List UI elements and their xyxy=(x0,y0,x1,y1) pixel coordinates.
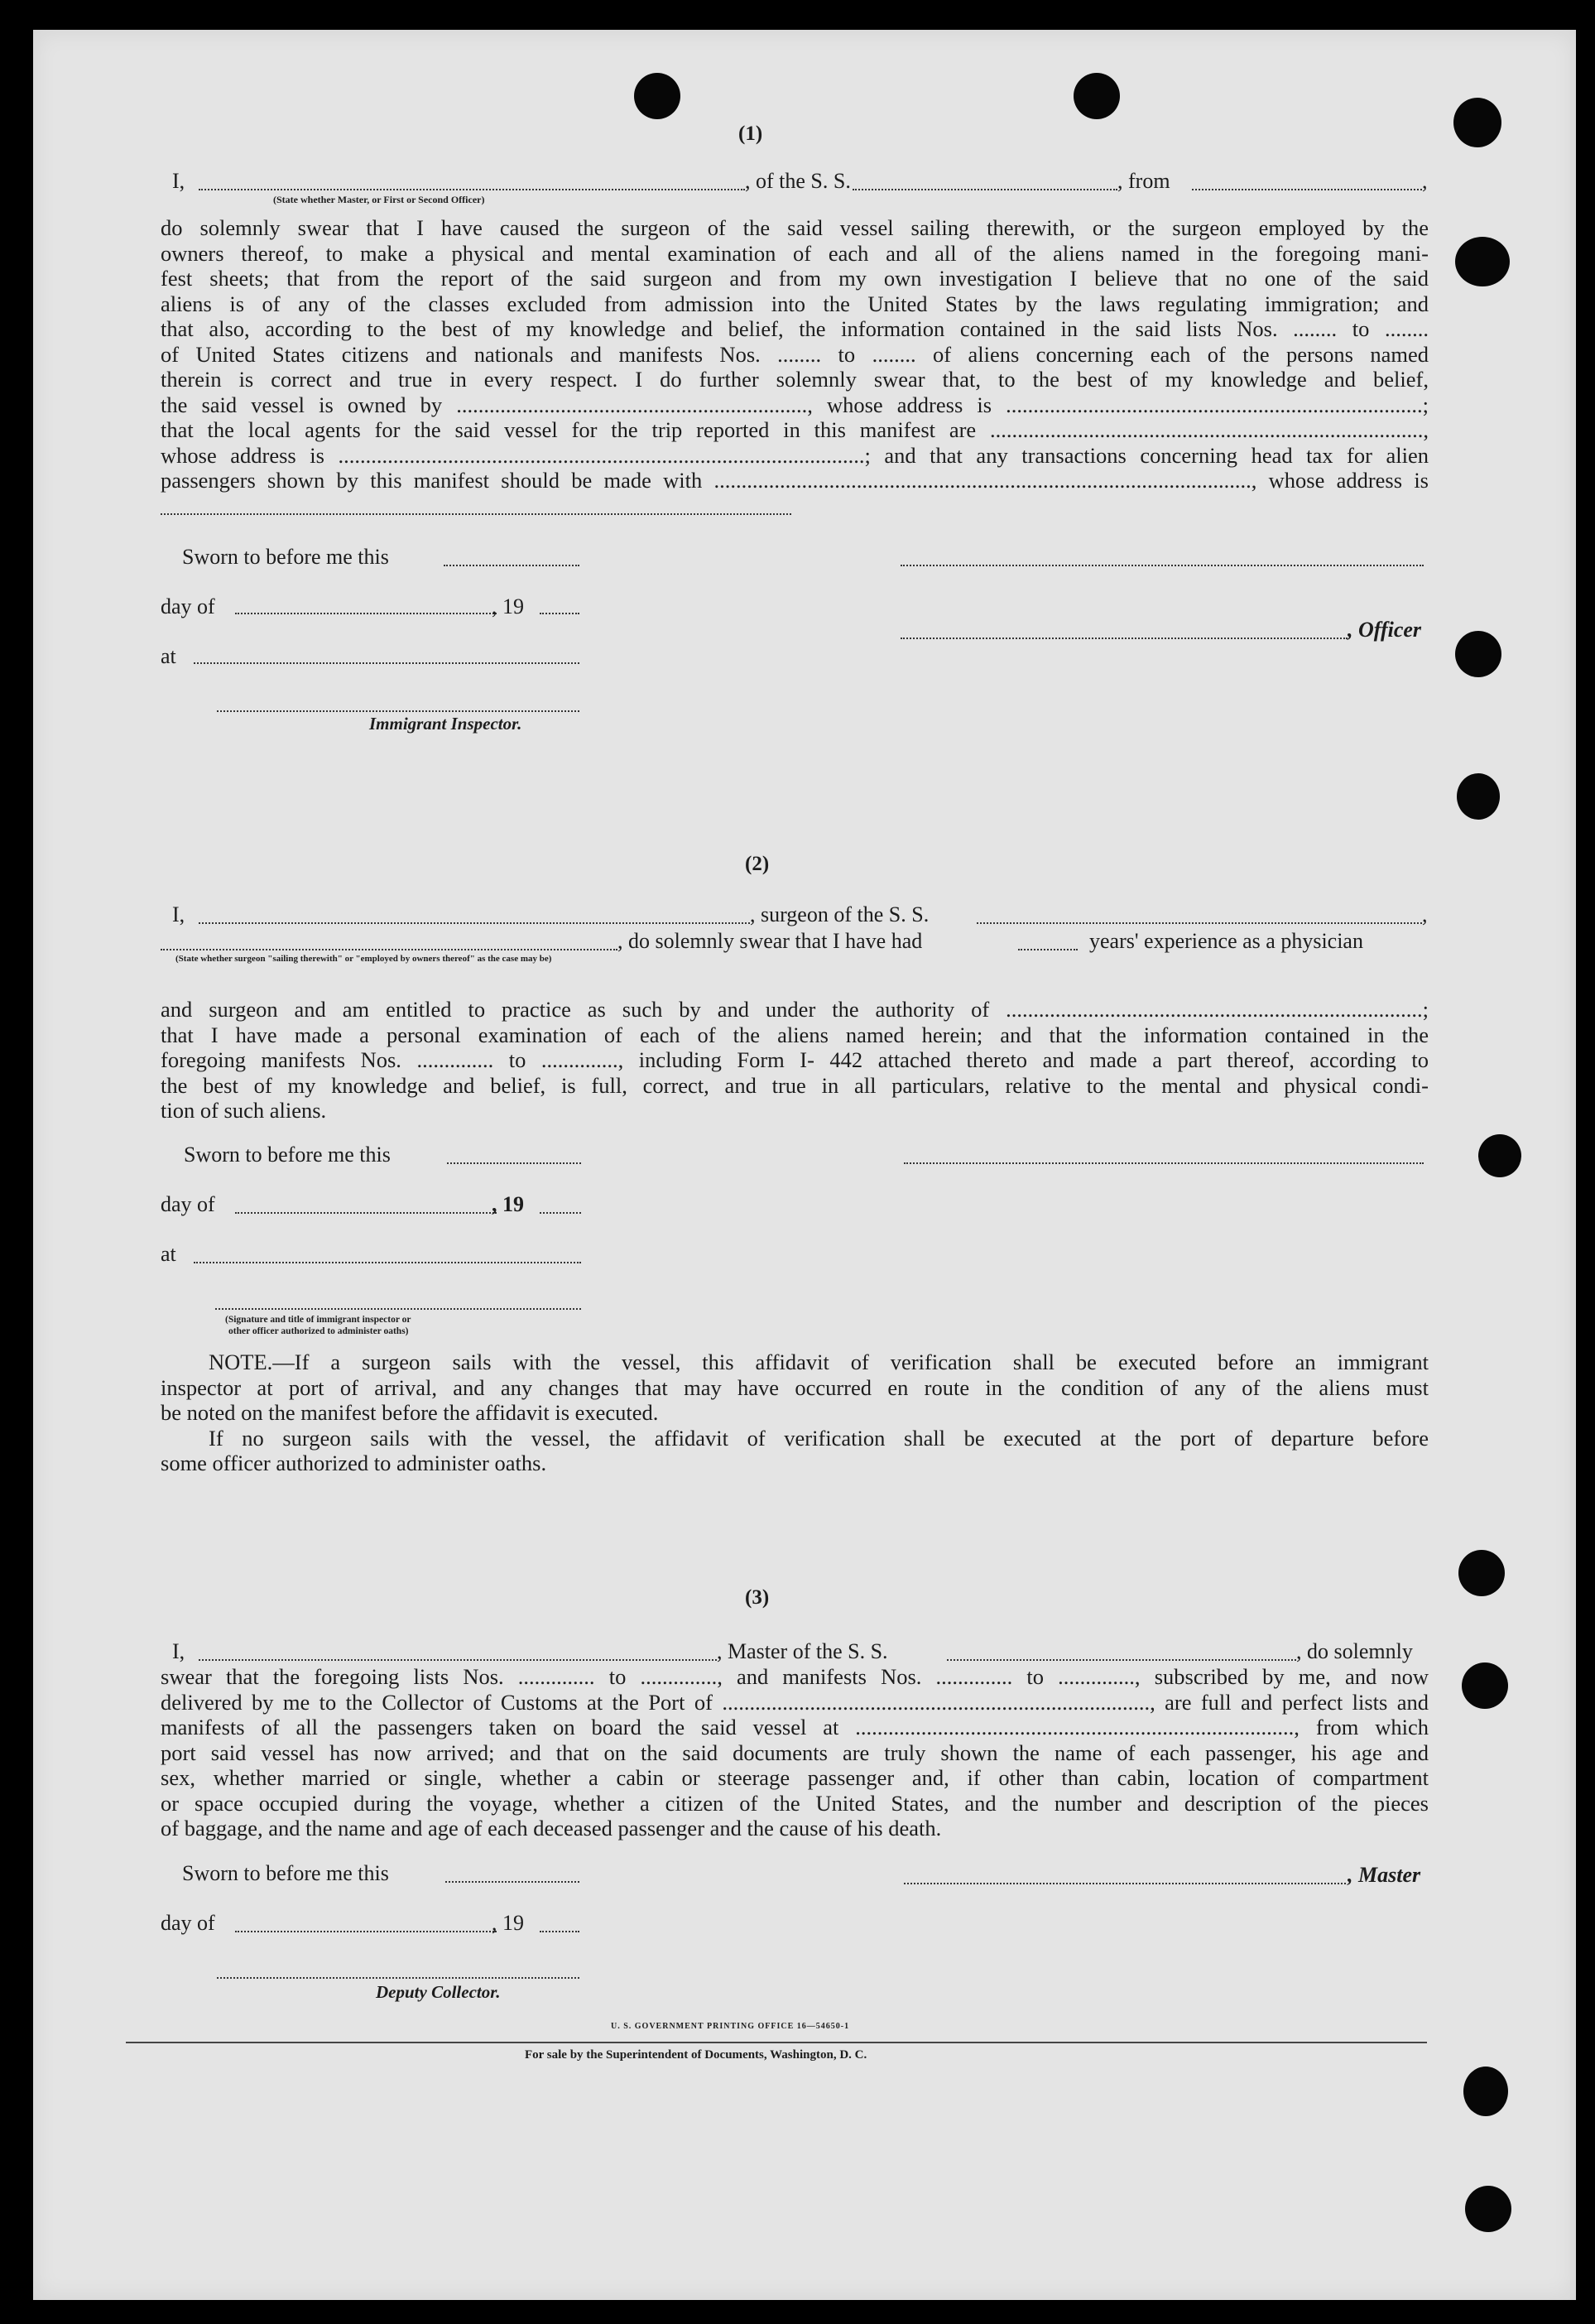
s3-line: swear that the foregoing lists Nos. .............. to .............., and manifests Nos. .............. to .............., subscribed by me, and now xyxy=(161,1664,1429,1689)
s2-note-line: some officer authorized to administer oaths. xyxy=(161,1451,547,1475)
s1-line: aliens is of any of the classes excluded from admission into the United States by the laws regulating immigration; and xyxy=(161,291,1429,316)
s3-i-label: I, xyxy=(172,1639,185,1663)
s3-day-of-label: day of xyxy=(161,1911,215,1935)
s2-line: and surgeon and am entitled to practice as such by and under the authority of ............................................................................; xyxy=(161,997,1429,1022)
s1-oath-paragraph xyxy=(161,215,1429,493)
s1-of-ss-label: , of the S. S. xyxy=(745,169,851,193)
s3-line: manifests of all the passengers taken on board the said vessel at ................................................................................, from which xyxy=(161,1715,1429,1739)
s2-years-label: years' experience as a physician xyxy=(1089,929,1363,953)
punch-hole xyxy=(1455,631,1501,677)
s2-surgeon-label: , surgeon of the S. S. xyxy=(750,902,930,926)
s1-line: do solemnly swear that I have caused the surgeon of the said vessel sailing therewith, or the surgeon employed by the xyxy=(161,215,1429,240)
s2-note-paragraph xyxy=(161,1350,1429,1476)
s3-ship-blank[interactable] xyxy=(947,1659,1296,1661)
s2-signature-note-2: other officer authorized to administer oaths) xyxy=(228,1326,409,1336)
s2-note-line: inspector at port of arrival, and any changes that may have occurred en route in the condition of any of the aliens must xyxy=(161,1374,1429,1400)
s3-collector-label: Deputy Collector. xyxy=(376,1982,501,2002)
s3-line: or space occupied during the voyage, whether a citizen of the United States, and the number and description of the pieces xyxy=(161,1790,1429,1816)
punch-hole xyxy=(1453,98,1501,147)
s3-oath-paragraph xyxy=(161,1664,1429,1841)
s3-year-blank[interactable] xyxy=(540,1931,579,1932)
punch-hole xyxy=(634,73,680,119)
sale-notice: For sale by the Superintendent of Documents, Washington, D. C. xyxy=(525,2048,867,2062)
s1-from-label: , from xyxy=(1117,169,1170,193)
s2-line: foregoing manifests Nos. .............. to .............., including Form I- 442 attached thereto and made a part thereof, according to xyxy=(161,1047,1429,1072)
s2-line: that I have made a personal examination of each of the aliens named herein; and that the information contained in the xyxy=(161,1022,1429,1047)
s1-line: of United States citizens and nationals and manifests Nos. ........ to ........ of aliens concerning each of the persons named xyxy=(161,341,1429,367)
s2-day-blank[interactable] xyxy=(235,1212,497,1214)
s3-line: sex, whether married or single, whether a cabin or steerage passenger and, if other than cabin, location of compartment xyxy=(161,1765,1429,1790)
section-3-number: (3) xyxy=(745,1586,770,1609)
s1-officer-title-blank[interactable] xyxy=(901,638,1348,639)
s2-ship-blank[interactable] xyxy=(977,922,1422,924)
punch-hole xyxy=(1463,2067,1508,2116)
s2-surgeon-note: (State whether surgeon "sailing therewith" or "employed by owners thereof" as the case may be) xyxy=(175,954,552,964)
s2-line: the best of my knowledge and belief, is full, correct, and true in all particulars, relative to the mental and physical condi- xyxy=(161,1072,1429,1098)
s2-line: tion of such aliens. xyxy=(161,1098,327,1123)
s3-collector-signature-blank[interactable] xyxy=(217,1977,579,1979)
s1-inspector-signature-blank[interactable] xyxy=(217,710,579,712)
s1-line: fest sheets; that from the report of the said surgeon and from my own investigation I believe that no one of the said xyxy=(161,266,1429,291)
s1-end-comma: , xyxy=(1422,169,1428,193)
s2-oath-paragraph xyxy=(161,997,1429,1124)
s2-sworn-blank[interactable] xyxy=(447,1162,581,1164)
s1-line: that also, according to the best of my knowledge and belief, the information contained in the said lists Nos. ........ to ........ xyxy=(161,316,1429,341)
s2-note-line: NOTE.—If a surgeon sails with the vessel, this affidavit of verification shall be executed before an immigrant xyxy=(209,1350,1429,1374)
s2-surgeon-type-blank[interactable] xyxy=(161,949,617,950)
s1-line: whose address is ................................................................................................; and that any transactions concerning head tax for alien xyxy=(161,442,1429,468)
s2-year-blank[interactable] xyxy=(540,1212,581,1214)
s1-line: that the local agents for the said vessel for the trip reported in this manifest are ..............................................................................., xyxy=(161,417,1429,442)
s1-sworn-label: Sworn to before me this xyxy=(182,545,389,569)
s2-years-blank[interactable] xyxy=(1018,949,1078,950)
s3-year-label: , 19 xyxy=(492,1911,524,1935)
s1-inspector-label: Immigrant Inspector. xyxy=(369,714,522,734)
s1-line: therein is correct and true in every respect. I do further solemnly swear that, to the best of my knowledge and belief, xyxy=(161,367,1429,392)
s1-officer-label: , Officer xyxy=(1348,618,1422,642)
punch-hole xyxy=(1455,237,1510,286)
s3-master-title: , Master xyxy=(1348,1863,1421,1887)
s1-from-blank[interactable] xyxy=(1192,189,1422,190)
s3-master-name-blank[interactable] xyxy=(199,1659,717,1661)
s1-year-blank[interactable] xyxy=(540,613,579,614)
s1-at-label: at xyxy=(161,644,176,668)
s2-day-of-label: day of xyxy=(161,1192,215,1216)
s2-inspector-signature-blank[interactable] xyxy=(215,1308,581,1310)
s1-day-of-label: day of xyxy=(161,594,215,618)
s3-line: port said vessel has now arrived; and that on the said documents are truly shown the name of each passenger, his age and xyxy=(161,1739,1429,1765)
section-1-number: (1) xyxy=(738,123,763,145)
s1-officer-signature-blank[interactable] xyxy=(901,565,1424,566)
s1-address-blank[interactable] xyxy=(161,513,791,515)
punch-hole xyxy=(1458,1550,1505,1596)
punch-hole xyxy=(1457,773,1500,820)
s1-year-label: , 19 xyxy=(492,594,524,618)
s1-i-label: I, xyxy=(172,169,185,193)
s2-sworn-label: Sworn to before me this xyxy=(184,1143,391,1167)
s3-sworn-label: Sworn to before me this xyxy=(182,1861,389,1885)
s3-line: of baggage, and the name and age of each deceased passenger and the cause of his death. xyxy=(161,1816,942,1840)
s2-swear-label: , do solemnly swear that I have had xyxy=(617,929,923,953)
s3-sworn-blank[interactable] xyxy=(445,1881,579,1883)
s2-surgeon-name-blank[interactable] xyxy=(199,922,750,924)
s1-day-blank[interactable] xyxy=(235,613,497,614)
s3-day-blank[interactable] xyxy=(235,1931,497,1932)
form-page xyxy=(33,30,1576,2300)
s1-officer-blank[interactable] xyxy=(199,189,745,190)
punch-hole xyxy=(1478,1134,1521,1177)
s3-master-label: , Master of the S. S. xyxy=(717,1639,888,1663)
s2-surgeon-signature-blank[interactable] xyxy=(904,1162,1424,1164)
s1-line: the said vessel is owned by ................................................................, whose address is ............................................................................; xyxy=(161,392,1429,417)
punch-hole xyxy=(1462,1662,1508,1709)
punch-hole xyxy=(1074,73,1120,119)
s2-at-blank[interactable] xyxy=(194,1262,581,1263)
s3-master-signature-blank[interactable] xyxy=(904,1883,1346,1884)
s2-note-line: If no surgeon sails with the vessel, the affidavit of verification shall be executed at the port of departure before xyxy=(209,1425,1429,1451)
s3-line: delivered by me to the Collector of Customs at the Port of .............................................................................., are full and perfect lists and xyxy=(161,1689,1429,1715)
footer-rule xyxy=(126,2042,1427,2043)
s2-signature-note-1: (Signature and title of immigrant inspector or xyxy=(225,1315,411,1325)
s2-i-label: I, xyxy=(172,902,185,926)
s1-line: passengers shown by this manifest should be made with .................................................................................................., whose address is xyxy=(161,468,1429,493)
s2-end-comma: , xyxy=(1422,902,1428,926)
section-2-number: (2) xyxy=(745,853,770,875)
s1-sworn-blank[interactable] xyxy=(444,565,579,566)
s1-officer-note: (State whether Master, or First or Second Officer) xyxy=(273,194,485,205)
s2-at-label: at xyxy=(161,1242,176,1266)
s1-at-blank[interactable] xyxy=(194,662,579,664)
punch-hole xyxy=(1465,2186,1511,2232)
s2-year-label: , 19 xyxy=(492,1192,524,1216)
s1-ship-blank[interactable] xyxy=(853,189,1117,190)
s2-note-line: be noted on the manifest before the affidavit is executed. xyxy=(161,1400,659,1425)
s1-line: owners thereof, to make a physical and mental examination of each and all of the aliens named in the foregoing mani- xyxy=(161,240,1429,266)
s3-solemnly-label: , do solemnly xyxy=(1296,1639,1413,1663)
gpo-imprint: U. S. GOVERNMENT PRINTING OFFICE 16—54650-1 xyxy=(611,2022,850,2031)
